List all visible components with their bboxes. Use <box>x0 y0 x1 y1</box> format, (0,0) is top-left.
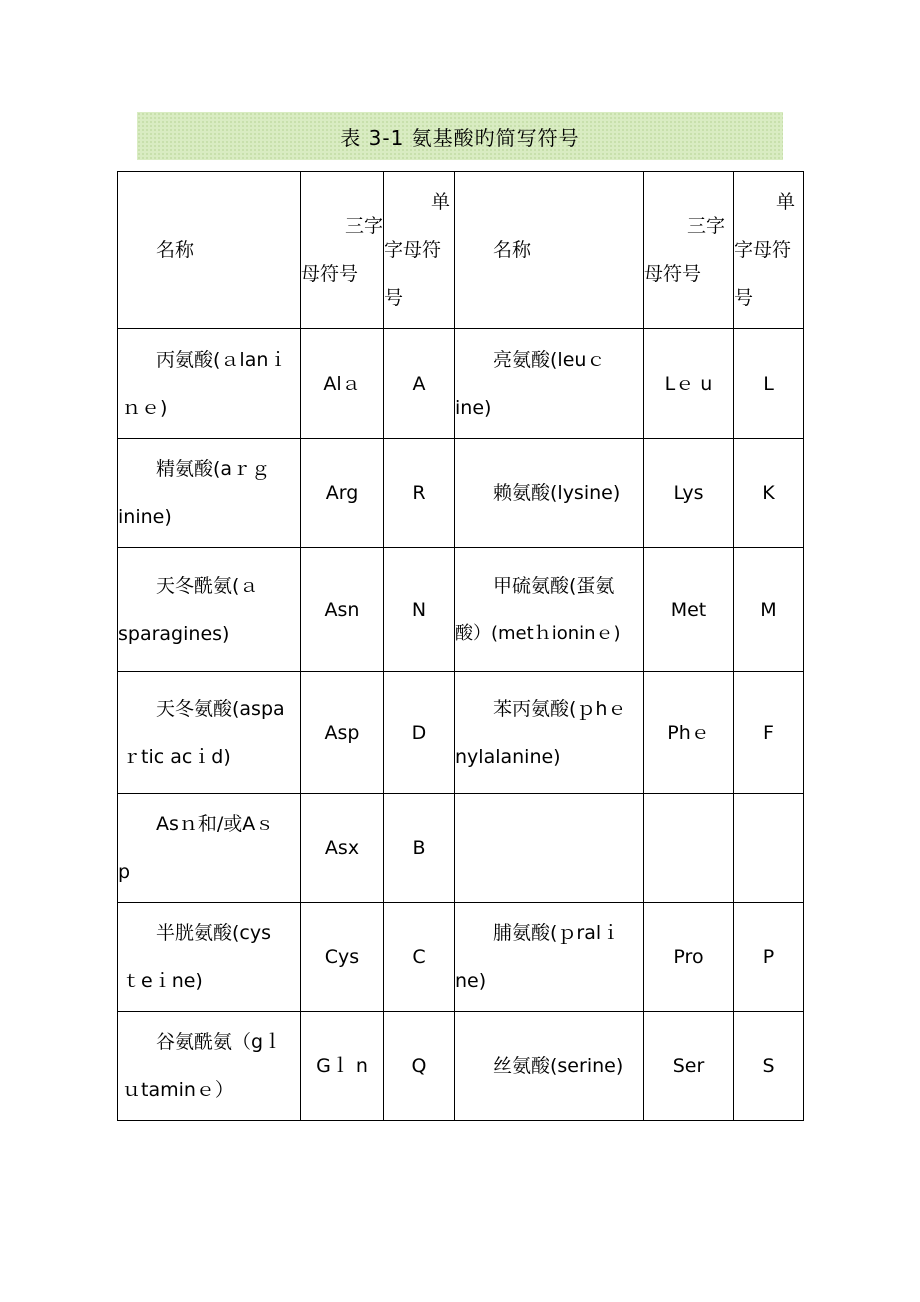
left-three-cell: Arg <box>301 439 384 548</box>
right-name-cell: 赖氨酸(lysine) <box>455 439 644 548</box>
table-row <box>118 1012 804 1121</box>
left-three-cell: Asn <box>301 548 384 672</box>
right-one-cell <box>734 794 804 903</box>
left-name-cell: 丙氨酸(ａlanｉ ｎｅ) <box>118 329 301 439</box>
header-one-letter: 单 字母符 号 <box>384 172 455 329</box>
left-one-cell: A <box>384 329 455 439</box>
left-name-cell: 天冬酰氨(ａ sparagines) <box>118 548 301 672</box>
left-one-cell: Q <box>384 1012 455 1121</box>
right-one-cell: S <box>734 1012 804 1121</box>
left-one-cell: N <box>384 548 455 672</box>
left-three-cell: Gｌ n <box>301 1012 384 1121</box>
header-name-2: 名称 <box>455 172 644 329</box>
right-three-cell: Met <box>644 548 734 672</box>
left-name-cell: 半胱氨酸(cys ｔeｉne) <box>118 903 301 1012</box>
table-row <box>118 329 804 439</box>
left-three-cell: Cys <box>301 903 384 1012</box>
right-one-cell: F <box>734 672 804 794</box>
right-three-cell <box>644 794 734 903</box>
amino-acid-table <box>117 171 804 1121</box>
left-three-cell: Asp <box>301 672 384 794</box>
right-name-cell: 苯丙氨酸(ｐhｅ nylalanine) <box>455 672 644 794</box>
left-name-cell: 谷氨酰氨（gｌ ｕtaminｅ） <box>118 1012 301 1121</box>
left-one-cell: B <box>384 794 455 903</box>
left-one-cell: R <box>384 439 455 548</box>
table-row <box>118 794 804 903</box>
left-three-cell: Alａ <box>301 329 384 439</box>
right-one-cell: M <box>734 548 804 672</box>
table-row <box>118 903 804 1012</box>
table-row <box>118 439 804 548</box>
right-three-cell: Phｅ <box>644 672 734 794</box>
right-name-cell: 甲硫氨酸(蛋氨 酸）(metｈioninｅ) <box>455 548 644 672</box>
right-three-cell: Pro <box>644 903 734 1012</box>
right-name-cell: 脯氨酸(ｐralｉ ne) <box>455 903 644 1012</box>
left-one-cell: C <box>384 903 455 1012</box>
right-three-cell: Lys <box>644 439 734 548</box>
right-name-cell: 丝氨酸(serine) <box>455 1012 644 1121</box>
right-three-cell: Ser <box>644 1012 734 1121</box>
table-row <box>118 548 804 672</box>
left-name-cell: 天冬氨酸(aspa ｒtic acｉd) <box>118 672 301 794</box>
right-three-cell: Lｅ u <box>644 329 734 439</box>
right-one-cell: K <box>734 439 804 548</box>
table-title: 表 3-1 氨基酸旳简写符号 <box>137 112 783 160</box>
header-row <box>118 172 804 329</box>
right-one-cell: L <box>734 329 804 439</box>
header-one-letter-2: 单 字母符 号 <box>734 172 804 329</box>
right-name-cell <box>455 794 644 903</box>
header-three-letter-2: 三字 母符号 <box>644 172 734 329</box>
right-one-cell: P <box>734 903 804 1012</box>
header-name: 名称 <box>118 172 301 329</box>
header-three-letter: 三字 母符号 <box>301 172 384 329</box>
right-name-cell: 亮氨酸(leuｃ ine) <box>455 329 644 439</box>
left-three-cell: Asx <box>301 794 384 903</box>
left-name-cell: 精氨酸(aｒｇ inine) <box>118 439 301 548</box>
left-name-cell: Asｎ和/或Aｓ p <box>118 794 301 903</box>
table-row <box>118 672 804 794</box>
left-one-cell: D <box>384 672 455 794</box>
